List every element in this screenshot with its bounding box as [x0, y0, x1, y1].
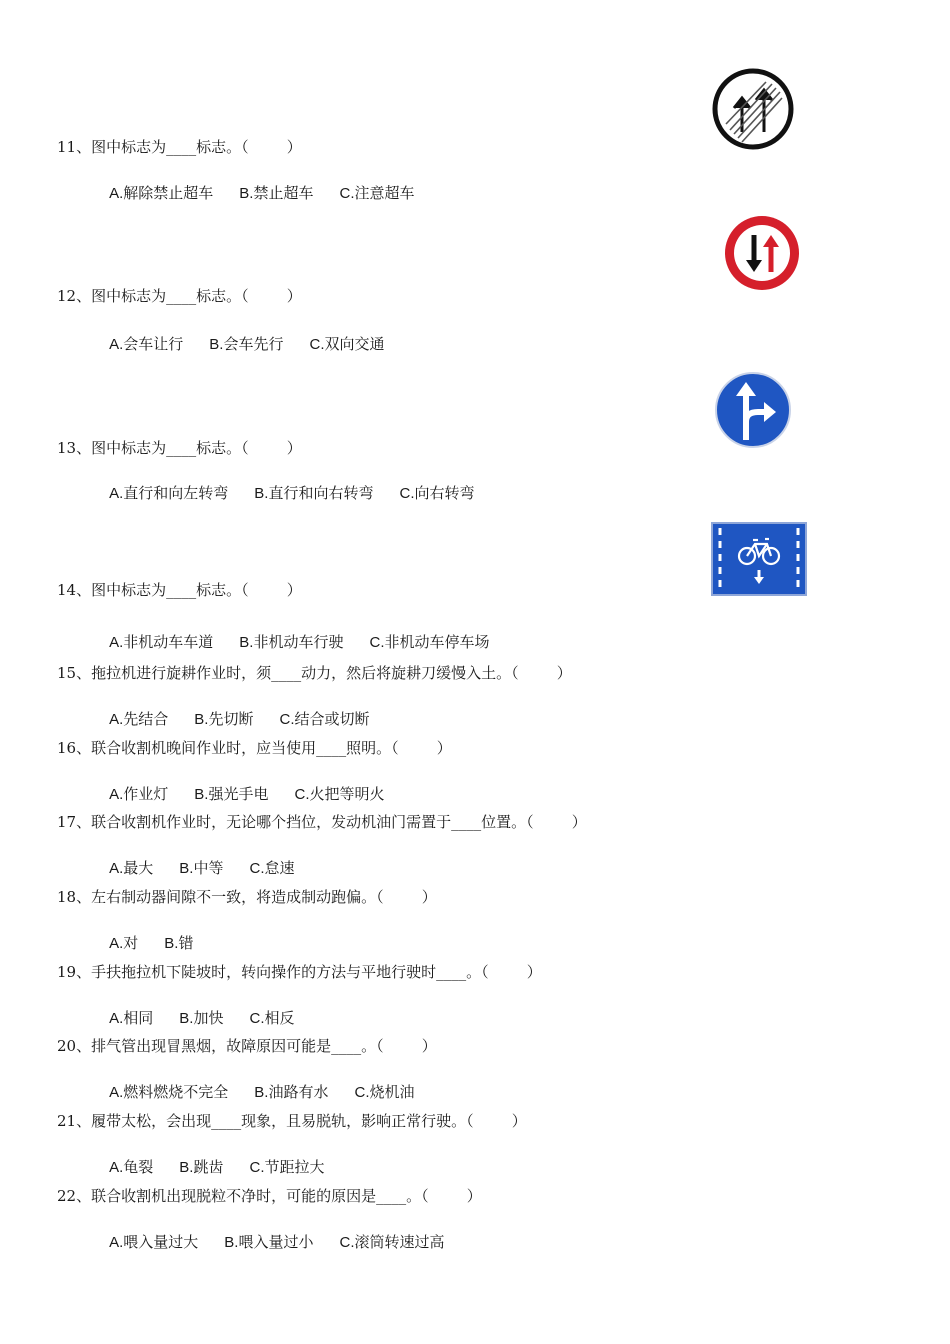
non-motor-vehicle-lane-sign-icon [711, 522, 807, 596]
option-c[interactable]: C.烧机油 [354, 1083, 415, 1101]
option-a[interactable]: A.龟裂 [109, 1158, 154, 1176]
question-15 [57, 663, 697, 750]
question-14 [57, 580, 697, 673]
question-11 [57, 137, 697, 224]
option-a[interactable]: A.非机动车车道 [109, 633, 214, 651]
question-options [57, 1212, 697, 1273]
option-b[interactable]: B.油路有水 [254, 1083, 329, 1101]
option-c[interactable]: C.向右转弯 [399, 484, 475, 502]
question-stem: 12、图中标志为____标志。（ ） [57, 287, 302, 305]
option-b[interactable]: B.错 [164, 934, 194, 952]
option-b[interactable]: B.会车先行 [209, 335, 284, 353]
question-20 [57, 1036, 697, 1123]
question-21 [57, 1111, 697, 1198]
option-b[interactable]: B.禁止超车 [239, 184, 314, 202]
option-a[interactable]: A.先结合 [109, 710, 169, 728]
question-options [57, 463, 697, 524]
option-c[interactable]: C.节距拉大 [249, 1158, 325, 1176]
option-a[interactable]: A.燃料燃烧不完全 [109, 1083, 229, 1101]
question-stem: 14、图中标志为____标志。（ ） [57, 581, 302, 599]
option-c[interactable]: C.滚筒转速过高 [339, 1233, 445, 1251]
question-stem: 18、左右制动器间隙不一致，将造成制动跑偏。（ ） [57, 888, 437, 906]
question-stem: 22、联合收割机出现脱粒不净时，可能的原因是____。（ ） [57, 1187, 482, 1205]
option-b[interactable]: B.强光手电 [194, 785, 269, 803]
priority-to-oncoming-traffic-sign-icon [722, 210, 802, 296]
question-options [57, 163, 697, 224]
question-13 [57, 438, 697, 524]
option-b[interactable]: B.直行和向右转弯 [254, 484, 374, 502]
option-b[interactable]: B.中等 [179, 859, 224, 877]
question-stem: 17、联合收割机作业时，无论哪个挡位，发动机油门需置于____位置。（ ） [57, 813, 587, 831]
question-options [57, 314, 697, 375]
option-c[interactable]: C.双向交通 [309, 335, 385, 353]
option-a[interactable]: A.解除禁止超车 [109, 184, 214, 202]
question-stem: 20、排气管出现冒黑烟，故障原因可能是____。（ ） [57, 1037, 437, 1055]
question-12 [57, 286, 697, 375]
option-b[interactable]: B.喂入量过小 [224, 1233, 314, 1251]
option-c[interactable]: C.结合或切断 [279, 710, 370, 728]
question-18 [57, 887, 697, 974]
option-a[interactable]: A.对 [109, 934, 139, 952]
question-stem: 15、拖拉机进行旋耕作业时，须____动力，然后将旋耕刀缓慢入土。（ ） [57, 664, 572, 682]
question-stem: 21、履带太松，会出现____现象，且易脱轨，影响正常行驶。（ ） [57, 1112, 527, 1130]
option-b[interactable]: B.先切断 [194, 710, 254, 728]
question-stem: 16、联合收割机晚间作业时，应当使用____照明。（ ） [57, 739, 452, 757]
option-c[interactable]: C.注意超车 [339, 184, 415, 202]
question-22 [57, 1186, 697, 1273]
option-b[interactable]: B.加快 [179, 1009, 224, 1027]
straight-and-right-turn-sign-icon [714, 366, 792, 454]
option-a[interactable]: A.相同 [109, 1009, 154, 1027]
option-c[interactable]: C.火把等明火 [294, 785, 385, 803]
option-a[interactable]: A.直行和向左转弯 [109, 484, 229, 502]
option-c[interactable]: C.非机动车停车场 [369, 633, 490, 651]
option-a[interactable]: A.作业灯 [109, 785, 169, 803]
option-a[interactable]: A.最大 [109, 859, 154, 877]
option-b[interactable]: B.非机动车行驶 [239, 633, 344, 651]
end-of-no-overtaking-sign-icon [712, 66, 794, 152]
question-stem: 11、图中标志为____标志。（ ） [57, 138, 302, 156]
option-c[interactable]: C.怠速 [249, 859, 295, 877]
question-stem: 19、手扶拖拉机下陡坡时，转向操作的方法与平地行驶时____。（ ） [57, 963, 542, 981]
option-a[interactable]: A.喂入量过大 [109, 1233, 199, 1251]
question-stem: 13、图中标志为____标志。（ ） [57, 439, 302, 457]
option-a[interactable]: A.会车让行 [109, 335, 184, 353]
question-17 [57, 812, 697, 899]
option-b[interactable]: B.跳齿 [179, 1158, 224, 1176]
option-c[interactable]: C.相反 [249, 1009, 295, 1027]
